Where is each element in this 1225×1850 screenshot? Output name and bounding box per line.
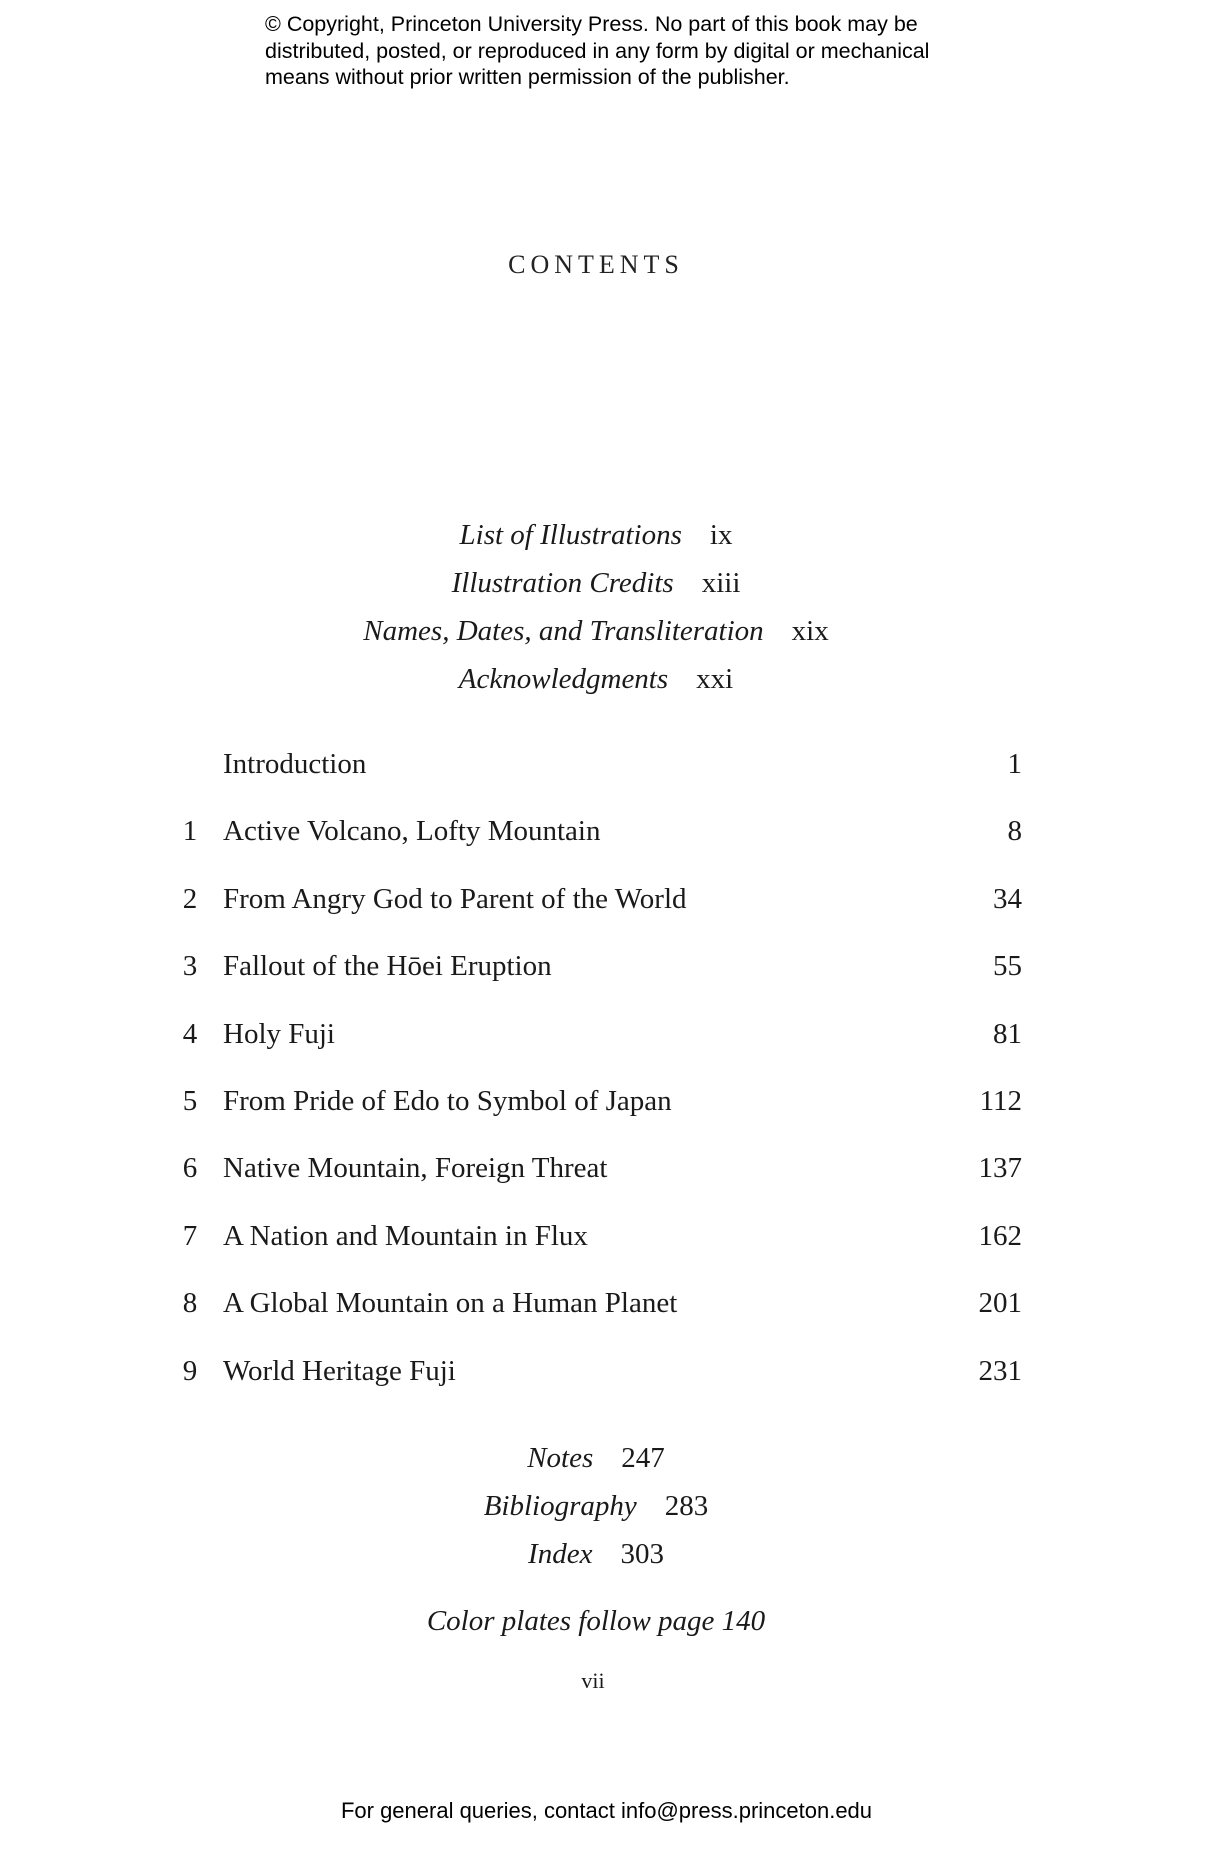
chapter-number: 2 [182,882,198,915]
page-number: vii [581,1668,605,1693]
toc-entry-chapter-2[interactable] [180,879,1022,946]
chapter-page: 137 [978,1152,1022,1185]
toc-entry-chapter-6[interactable] [180,1148,1022,1215]
toc-entry-title: Acknowledgments [458,663,669,695]
front-matter-list [0,515,1192,707]
chapter-title: A Nation and Mountain in Flux [223,1219,588,1252]
toc-entry-names-dates-transliteration[interactable] [0,611,1192,659]
color-plates-note: Color plates follow page 140 [426,1605,766,1637]
toc-entry-index[interactable] [0,1534,1192,1582]
chapter-page: 201 [978,1287,1022,1320]
copyright-notice [265,11,1025,91]
chapter-title: A Global Mountain on a Human Planet [223,1287,678,1320]
chapter-title: Holy Fuji [223,1017,335,1050]
back-matter-list [0,1438,1192,1582]
toc-entry-page: xxi [696,663,734,695]
chapter-title: From Pride of Edo to Symbol of Japan [223,1084,672,1117]
toc-entry-introduction[interactable] [180,744,1022,811]
toc-entry-page: 247 [621,1442,665,1474]
chapter-title: Native Mountain, Foreign Threat [223,1152,608,1185]
toc-entry-title: Notes [527,1442,594,1474]
toc-entry-title: Names, Dates, and Transliteration [363,615,764,647]
toc-entry-chapter-7[interactable] [180,1216,1022,1283]
chapter-title: Active Volcano, Lofty Mountain [223,815,601,848]
toc-entry-title: Bibliography [483,1490,637,1522]
footer-contact: For general queries, contact info@press.princeton.edu [340,1798,873,1823]
toc-entry-chapter-9[interactable] [180,1351,1022,1418]
copyright-line: © Copyright, Princeton University Press. No part of this book may be [265,12,918,36]
toc-entry-chapter-5[interactable] [180,1081,1022,1148]
toc-entry-page: xiii [701,567,741,599]
chapter-number: 3 [182,950,198,983]
chapter-page: 8 [1007,815,1022,848]
chapter-number: 7 [182,1219,198,1252]
toc-entry-illustration-credits[interactable] [0,563,1192,611]
chapter-number: 4 [182,1017,198,1050]
toc-entry-title: Illustration Credits [451,567,674,599]
toc-entry-bibliography[interactable] [0,1486,1192,1534]
copyright-line: means without prior written permission of the publisher. [265,65,790,89]
chapter-page: 112 [979,1084,1022,1117]
toc-entry-title: List of Illustrations [459,519,682,551]
chapter-number: 5 [182,1084,198,1117]
toc-entry-chapter-3[interactable] [180,946,1022,1013]
chapter-title: From Angry God to Parent of the World [223,882,687,915]
chapter-number: 9 [182,1354,198,1387]
chapter-title: Fallout of the Hōei Eruption [223,950,552,983]
toc-entry-notes[interactable] [0,1438,1192,1486]
chapter-page: 1 [1007,748,1022,780]
toc-entry-title: Index [528,1538,593,1570]
toc-entry-acknowledgments[interactable] [0,659,1192,707]
chapter-page: 55 [993,950,1022,983]
copyright-line: distributed, posted, or reproduced in any form by digital or mechanical [265,38,930,63]
toc-entry-page: 283 [664,1490,709,1522]
toc-entry-chapter-1[interactable] [180,811,1022,878]
toc-entry-chapter-8[interactable] [180,1283,1022,1350]
toc-entry-page: ix [709,519,733,551]
toc-entry-list-of-illustrations[interactable] [0,515,1192,563]
chapter-number: 6 [182,1152,198,1185]
toc-entry-chapter-4[interactable] [180,1014,1022,1081]
chapter-page: 162 [978,1219,1022,1252]
toc-entry-page: 303 [620,1538,664,1570]
chapter-page: 231 [978,1354,1022,1387]
chapter-number: 1 [182,815,198,848]
chapter-title: World Heritage Fuji [223,1354,456,1387]
chapter-page: 81 [993,1017,1022,1050]
chapter-number: 8 [182,1287,198,1320]
contents-heading: CONTENTS [508,250,684,279]
chapter-page: 34 [993,882,1022,915]
chapter-title: Introduction [223,748,367,780]
chapter-list [180,744,1022,1418]
toc-entry-page: xix [791,615,829,647]
